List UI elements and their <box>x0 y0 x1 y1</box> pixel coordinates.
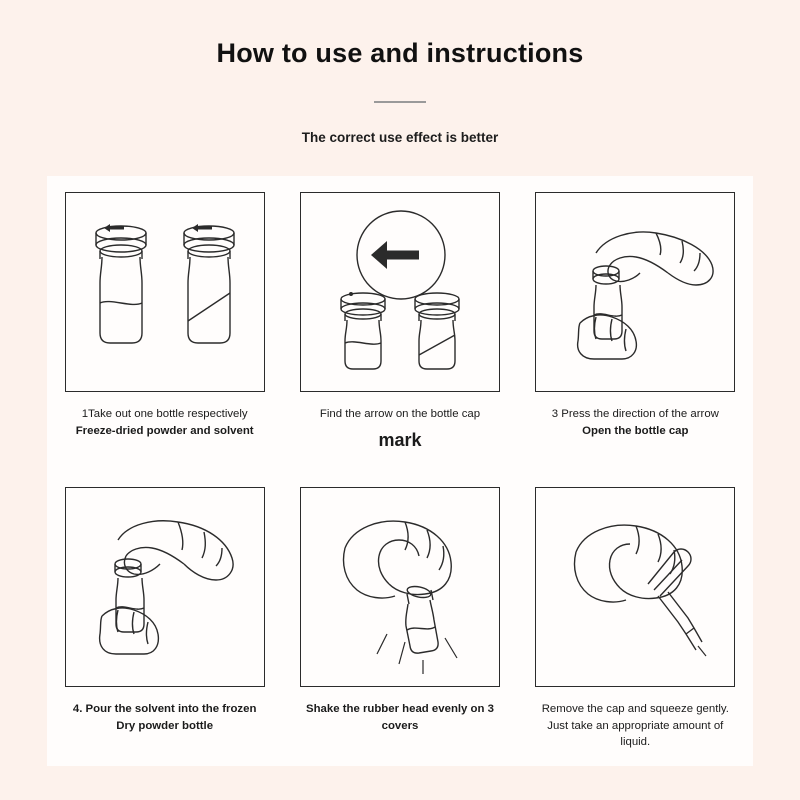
step-caption-4-line1: 4. Pour the solvent into the frozen <box>72 703 257 715</box>
step-caption-4 <box>62 701 267 734</box>
step-caption-2 <box>297 406 502 453</box>
step-caption-1 <box>62 406 267 439</box>
two-vials-icon <box>65 192 265 392</box>
step-caption-5-line1: Shake the rubber head evenly on 3 covers <box>305 703 494 732</box>
step-caption-2-line1: Find the arrow on the bottle cap <box>319 408 481 420</box>
title-divider <box>374 101 426 103</box>
steps-grid <box>47 176 753 766</box>
page-subtitle: The correct use effect is better <box>301 130 499 145</box>
step-caption-5 <box>297 701 502 734</box>
step-caption-4-line2: Dry powder bottle <box>116 719 214 732</box>
steps-panel <box>47 176 753 766</box>
step-caption-3 <box>533 406 738 439</box>
hand-pressing-cap-icon <box>535 192 735 392</box>
step-cell-4 <box>47 471 282 766</box>
step-cell-1 <box>47 176 282 471</box>
step-caption-6-line2: Just take an appropriate amount of liquid. <box>547 719 724 749</box>
step-caption-6-line1: Remove the cap and squeeze gently. <box>541 703 729 715</box>
step-caption-3-line1: 3 Press the direction of the arrow <box>551 408 719 420</box>
step-caption-3-line2: Open the bottle cap <box>582 424 689 437</box>
step-cell-5 <box>282 471 517 766</box>
step-caption-6 <box>533 701 738 751</box>
page-title: How to use and instructions <box>216 38 584 68</box>
step-caption-2-line2: mark <box>378 429 422 450</box>
magnified-arrow-on-cap-icon <box>300 192 500 392</box>
hand-pouring-solvent-icon <box>65 487 265 687</box>
step-cell-3 <box>518 176 753 471</box>
hand-squeezing-dropper-icon <box>535 487 735 687</box>
step-cell-2 <box>282 176 517 471</box>
step-caption-1-line1: 1Take out one bottle respectively <box>81 408 248 420</box>
hand-shaking-bottle-icon <box>300 487 500 687</box>
step-caption-1-line2: Freeze-dried powder and solvent <box>75 424 254 437</box>
step-cell-6 <box>518 471 753 766</box>
